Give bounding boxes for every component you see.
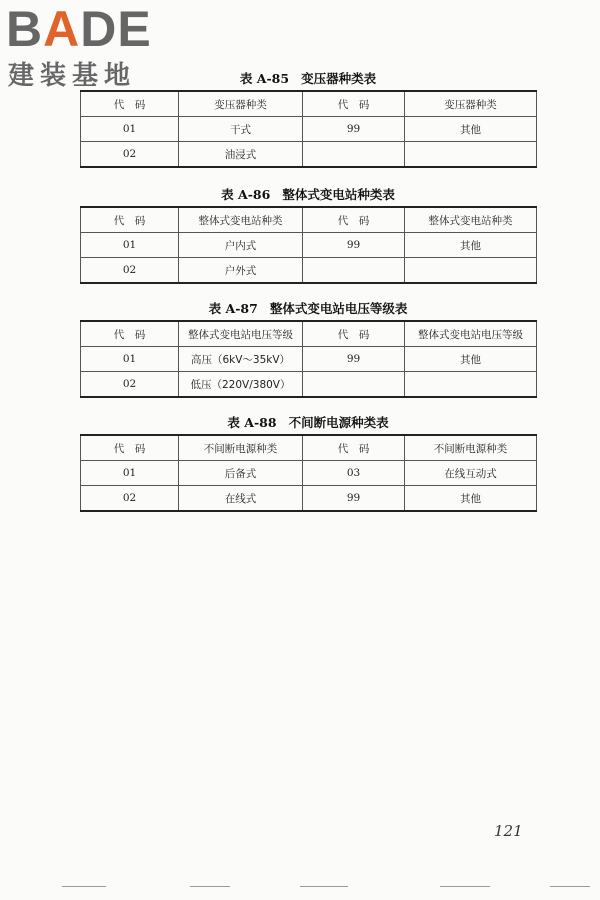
table-caption xyxy=(80,298,536,320)
header-cell: 变压器种类 xyxy=(405,91,537,117)
table-header-row xyxy=(81,207,537,233)
code-cell: 02 xyxy=(81,486,179,512)
header-cell: 代 码 xyxy=(303,91,405,117)
scan-artifact xyxy=(300,886,348,887)
type-cell: 在线式 xyxy=(179,486,303,512)
code-cell xyxy=(303,258,405,284)
table-title: 变压器种类表 xyxy=(301,71,377,86)
header-cell: 整体式变电站种类 xyxy=(405,207,537,233)
code-cell: 01 xyxy=(81,233,179,258)
type-cell: 其他 xyxy=(405,347,537,372)
table-block-a85 xyxy=(80,68,536,168)
table-number: 表 A-85 xyxy=(239,71,290,86)
data-table xyxy=(80,434,537,512)
table-caption xyxy=(80,412,536,434)
type-cell: 户外式 xyxy=(179,258,303,284)
table-title: 不间断电源种类表 xyxy=(288,415,389,430)
table-header-row xyxy=(81,321,537,347)
header-cell: 代 码 xyxy=(81,435,179,461)
table-number: 表 A-86 xyxy=(221,187,271,202)
table-block-a88 xyxy=(80,412,536,512)
table-row xyxy=(81,142,537,168)
page-number: 121 xyxy=(494,822,523,840)
code-cell: 01 xyxy=(81,117,179,142)
type-cell xyxy=(405,372,537,398)
scan-artifact xyxy=(190,886,230,887)
code-cell: 99 xyxy=(303,233,405,258)
type-cell: 其他 xyxy=(405,233,537,258)
table-number: 表 A-87 xyxy=(208,301,258,316)
header-cell: 代 码 xyxy=(303,435,405,461)
header-cell: 代 码 xyxy=(81,207,179,233)
table-block-a86 xyxy=(80,184,536,284)
type-cell: 高压（6kV～35kV） xyxy=(179,347,303,372)
data-table xyxy=(80,320,537,398)
code-cell xyxy=(303,372,405,398)
type-cell: 后备式 xyxy=(179,461,303,486)
data-table xyxy=(80,90,537,168)
table-row xyxy=(81,372,537,398)
code-cell: 01 xyxy=(81,461,179,486)
table-block-a87 xyxy=(80,298,536,398)
code-cell xyxy=(303,142,405,168)
table-row xyxy=(81,233,537,258)
table-header-row xyxy=(81,91,537,117)
scan-artifact xyxy=(550,886,590,887)
table-row xyxy=(81,347,537,372)
table-caption xyxy=(80,68,536,90)
data-table xyxy=(80,206,537,284)
header-cell: 变压器种类 xyxy=(179,91,303,117)
header-cell: 代 码 xyxy=(303,207,405,233)
code-cell: 01 xyxy=(81,347,179,372)
header-cell: 代 码 xyxy=(81,91,179,117)
table-title: 整体式变电站电压等级表 xyxy=(269,301,408,316)
type-cell xyxy=(405,142,537,168)
header-cell: 不间断电源种类 xyxy=(405,435,537,461)
type-cell: 户内式 xyxy=(179,233,303,258)
header-cell: 不间断电源种类 xyxy=(179,435,303,461)
header-cell: 整体式变电站电压等级 xyxy=(405,321,537,347)
table-header-row xyxy=(81,435,537,461)
header-cell: 整体式变电站电压等级 xyxy=(179,321,303,347)
type-cell: 在线互动式 xyxy=(405,461,537,486)
code-cell: 02 xyxy=(81,258,179,284)
type-cell: 干式 xyxy=(179,117,303,142)
type-cell: 低压（220V/380V） xyxy=(179,372,303,398)
table-row xyxy=(81,258,537,284)
logo-subtitle: 建装基地 xyxy=(8,61,137,91)
code-cell: 03 xyxy=(303,461,405,486)
type-cell xyxy=(405,258,537,284)
code-cell: 99 xyxy=(303,117,405,142)
header-cell: 代 码 xyxy=(81,321,179,347)
table-number: 表 A-88 xyxy=(227,415,277,430)
table-row xyxy=(81,486,537,512)
code-cell: 99 xyxy=(303,347,405,372)
code-cell: 99 xyxy=(303,486,405,512)
header-cell: 代 码 xyxy=(303,321,405,347)
table-row xyxy=(81,117,537,142)
code-cell: 02 xyxy=(81,142,179,168)
scan-artifact xyxy=(62,886,106,887)
table-row xyxy=(81,461,537,486)
type-cell: 油浸式 xyxy=(179,142,303,168)
table-caption xyxy=(80,184,536,206)
header-cell: 整体式变电站种类 xyxy=(179,207,303,233)
code-cell: 02 xyxy=(81,372,179,398)
type-cell: 其他 xyxy=(405,486,537,512)
type-cell: 其他 xyxy=(405,117,537,142)
logo-wordmark: BADE xyxy=(6,1,152,57)
table-title: 整体式变电站种类表 xyxy=(282,187,395,202)
scan-artifact xyxy=(440,886,490,887)
